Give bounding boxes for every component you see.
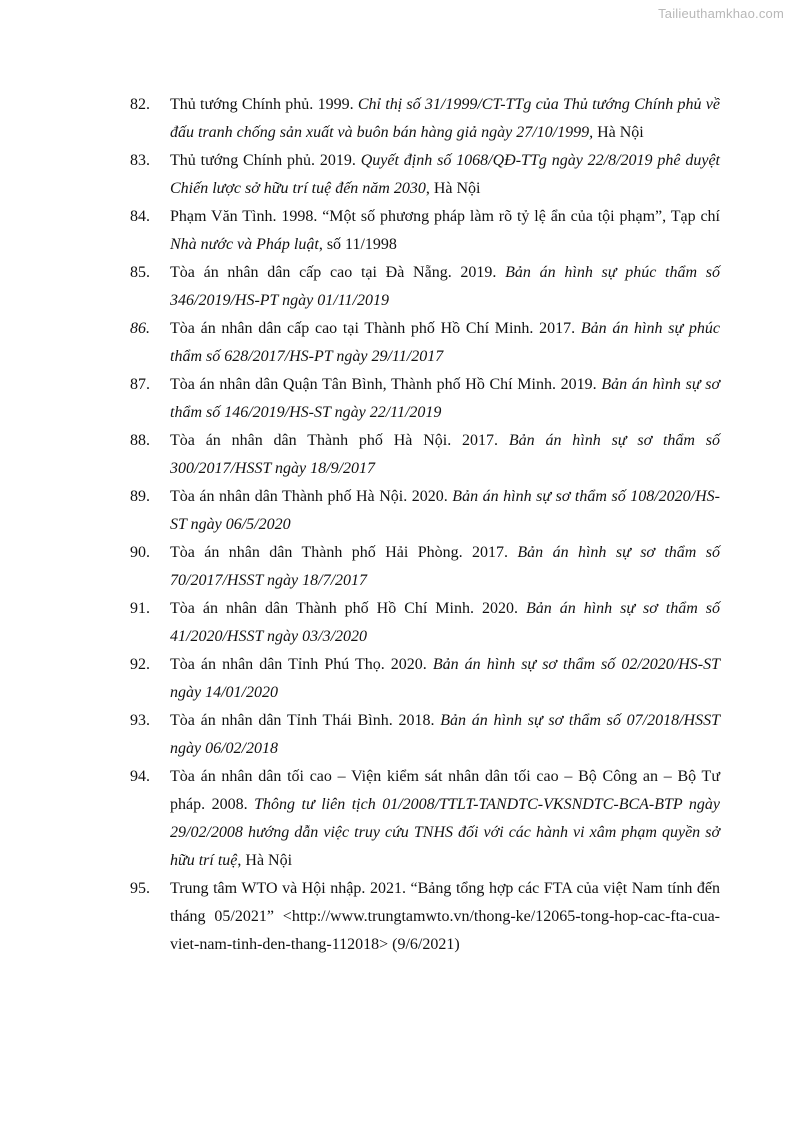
reference-text: , số 11/1998 <box>318 236 397 253</box>
reference-number: 90. <box>130 544 150 561</box>
reference-item <box>130 595 720 651</box>
reference-item <box>130 91 720 147</box>
reference-item <box>130 539 720 595</box>
reference-number: 94. <box>130 768 150 785</box>
watermark: Tailieuthamkhao.com <box>658 6 784 21</box>
reference-text: , Hà Nội <box>237 852 293 869</box>
reference-number: 92. <box>130 656 150 673</box>
reference-number: 87. <box>130 376 150 393</box>
reference-title: Bản án hình sự sơ thẩm số 07/2018/HSST ngày 06/02/2018 <box>170 712 720 757</box>
reference-title: Bản án hình sự sơ thẩm số 146/2019/HS-ST ngày 22/11/2019 <box>170 376 721 421</box>
reference-text: Tòa án nhân dân Thành phố Hà Nội. 2020. <box>170 488 453 505</box>
reference-title: Bản án hình sự sơ thẩm số 41/2020/HSST ngày 03/3/2020 <box>170 600 720 645</box>
reference-item <box>130 483 720 539</box>
reference-item <box>130 203 720 259</box>
reference-number: 83. <box>130 152 150 169</box>
reference-number: 91. <box>130 600 150 617</box>
reference-title: Chỉ thị số 31/1999/CT-TTg của Thủ tướng Chính phủ về đấu tranh chống sản xuất và buôn bán hàng giả ngày 27/10/1999, <box>170 96 721 141</box>
reference-title: Nhà nước và Pháp luật <box>170 236 319 253</box>
reference-number: 84. <box>130 208 150 225</box>
reference-title: Thông tư liên tịch 01/2008/TTLT-TANDTC-VKSNDTC-BCA-BTP ngày 29/02/2008 hướng dẫn việc truy cứu TNHS đối với các hành vi xâm phạm quyền sở hữu trí tuệ <box>170 796 721 869</box>
reference-title: Bản án hình sự sơ thẩm số 02/2020/HS-ST ngày 14/01/2020 <box>170 656 720 701</box>
reference-text: , Hà Nội <box>425 180 481 197</box>
reference-item <box>130 875 720 959</box>
reference-text: Thủ tướng Chính phủ. 2019. <box>170 152 361 169</box>
reference-list <box>130 91 720 959</box>
reference-text: Tòa án nhân dân Tỉnh Phú Thọ. 2020. <box>170 656 433 673</box>
reference-number: 86. <box>130 320 150 337</box>
reference-item <box>130 147 720 203</box>
reference-title: Bản án hình sự phúc thẩm số 346/2019/HS-PT ngày 01/11/2019 <box>170 264 721 309</box>
reference-number: 93. <box>130 712 150 729</box>
reference-text: Tòa án nhân dân Thành phố Hải Phòng. 2017. <box>170 544 518 561</box>
reference-number: 88. <box>130 432 150 449</box>
reference-text: Tòa án nhân dân Thành phố Hồ Chí Minh. 2020. <box>170 600 526 617</box>
reference-item <box>130 651 720 707</box>
reference-item <box>130 427 720 483</box>
reference-text: Phạm Văn Tình. 1998. “Một số phương pháp làm rõ tỷ lệ ẩn của tội phạm”, Tạp chí <box>170 208 720 225</box>
reference-item <box>130 763 720 875</box>
reference-text: Tòa án nhân dân Tỉnh Thái Bình. 2018. <box>170 712 441 729</box>
reference-text: Tòa án nhân dân tối cao – Viện kiểm sát nhân dân tối cao – Bộ Công an – Bộ Tư pháp. 2008. <box>170 768 720 813</box>
reference-text: Tòa án nhân dân Thành phố Hà Nội. 2017. <box>170 432 509 449</box>
reference-number: 82. <box>130 96 150 113</box>
reference-text: Tòa án nhân dân cấp cao tại Đà Nẵng. 2019. <box>170 264 506 281</box>
reference-title: Bản án hình sự sơ thẩm số 70/2017/HSST ngày 18/7/2017 <box>170 544 720 589</box>
reference-text: Thủ tướng Chính phủ. 1999. <box>170 96 358 113</box>
reference-number: 85. <box>130 264 150 281</box>
reference-number: 95. <box>130 880 150 897</box>
reference-text: Trung tâm WTO và Hội nhập. 2021. “Bảng tổng hợp các FTA của việt Nam tính đến tháng 05/2021” <http://www.trungtamwto.vn/thong-ke/12065-tong-hop-cac-fta-cua-viet-nam-tinh-den-thang-112018> (9/6/2021) <box>170 880 720 953</box>
reference-text: Tòa án nhân dân Quận Tân Bình, Thành phố Hồ Chí Minh. 2019. <box>170 376 602 393</box>
reference-title: Bản án hình sự sơ thẩm số 300/2017/HSST ngày 18/9/2017 <box>170 432 721 477</box>
reference-text: Tòa án nhân dân cấp cao tại Thành phố Hồ Chí Minh. 2017. <box>170 320 581 337</box>
reference-item <box>130 259 720 315</box>
reference-number: 89. <box>130 488 150 505</box>
reference-title: Bản án hình sự sơ thẩm số 108/2020/HS-ST ngày 06/5/2020 <box>170 488 721 533</box>
reference-title: Bản án hình sự phúc thẩm số 628/2017/HS-PT ngày 29/11/2017 <box>170 320 720 365</box>
reference-title: Quyết định số 1068/QĐ-TTg ngày 22/8/2019 phê duyệt Chiến lược sở hữu trí tuệ đến năm 2030 <box>170 152 721 197</box>
reference-text: Hà Nội <box>593 124 644 141</box>
reference-item <box>130 315 720 371</box>
reference-item <box>130 707 720 763</box>
reference-item <box>130 371 720 427</box>
